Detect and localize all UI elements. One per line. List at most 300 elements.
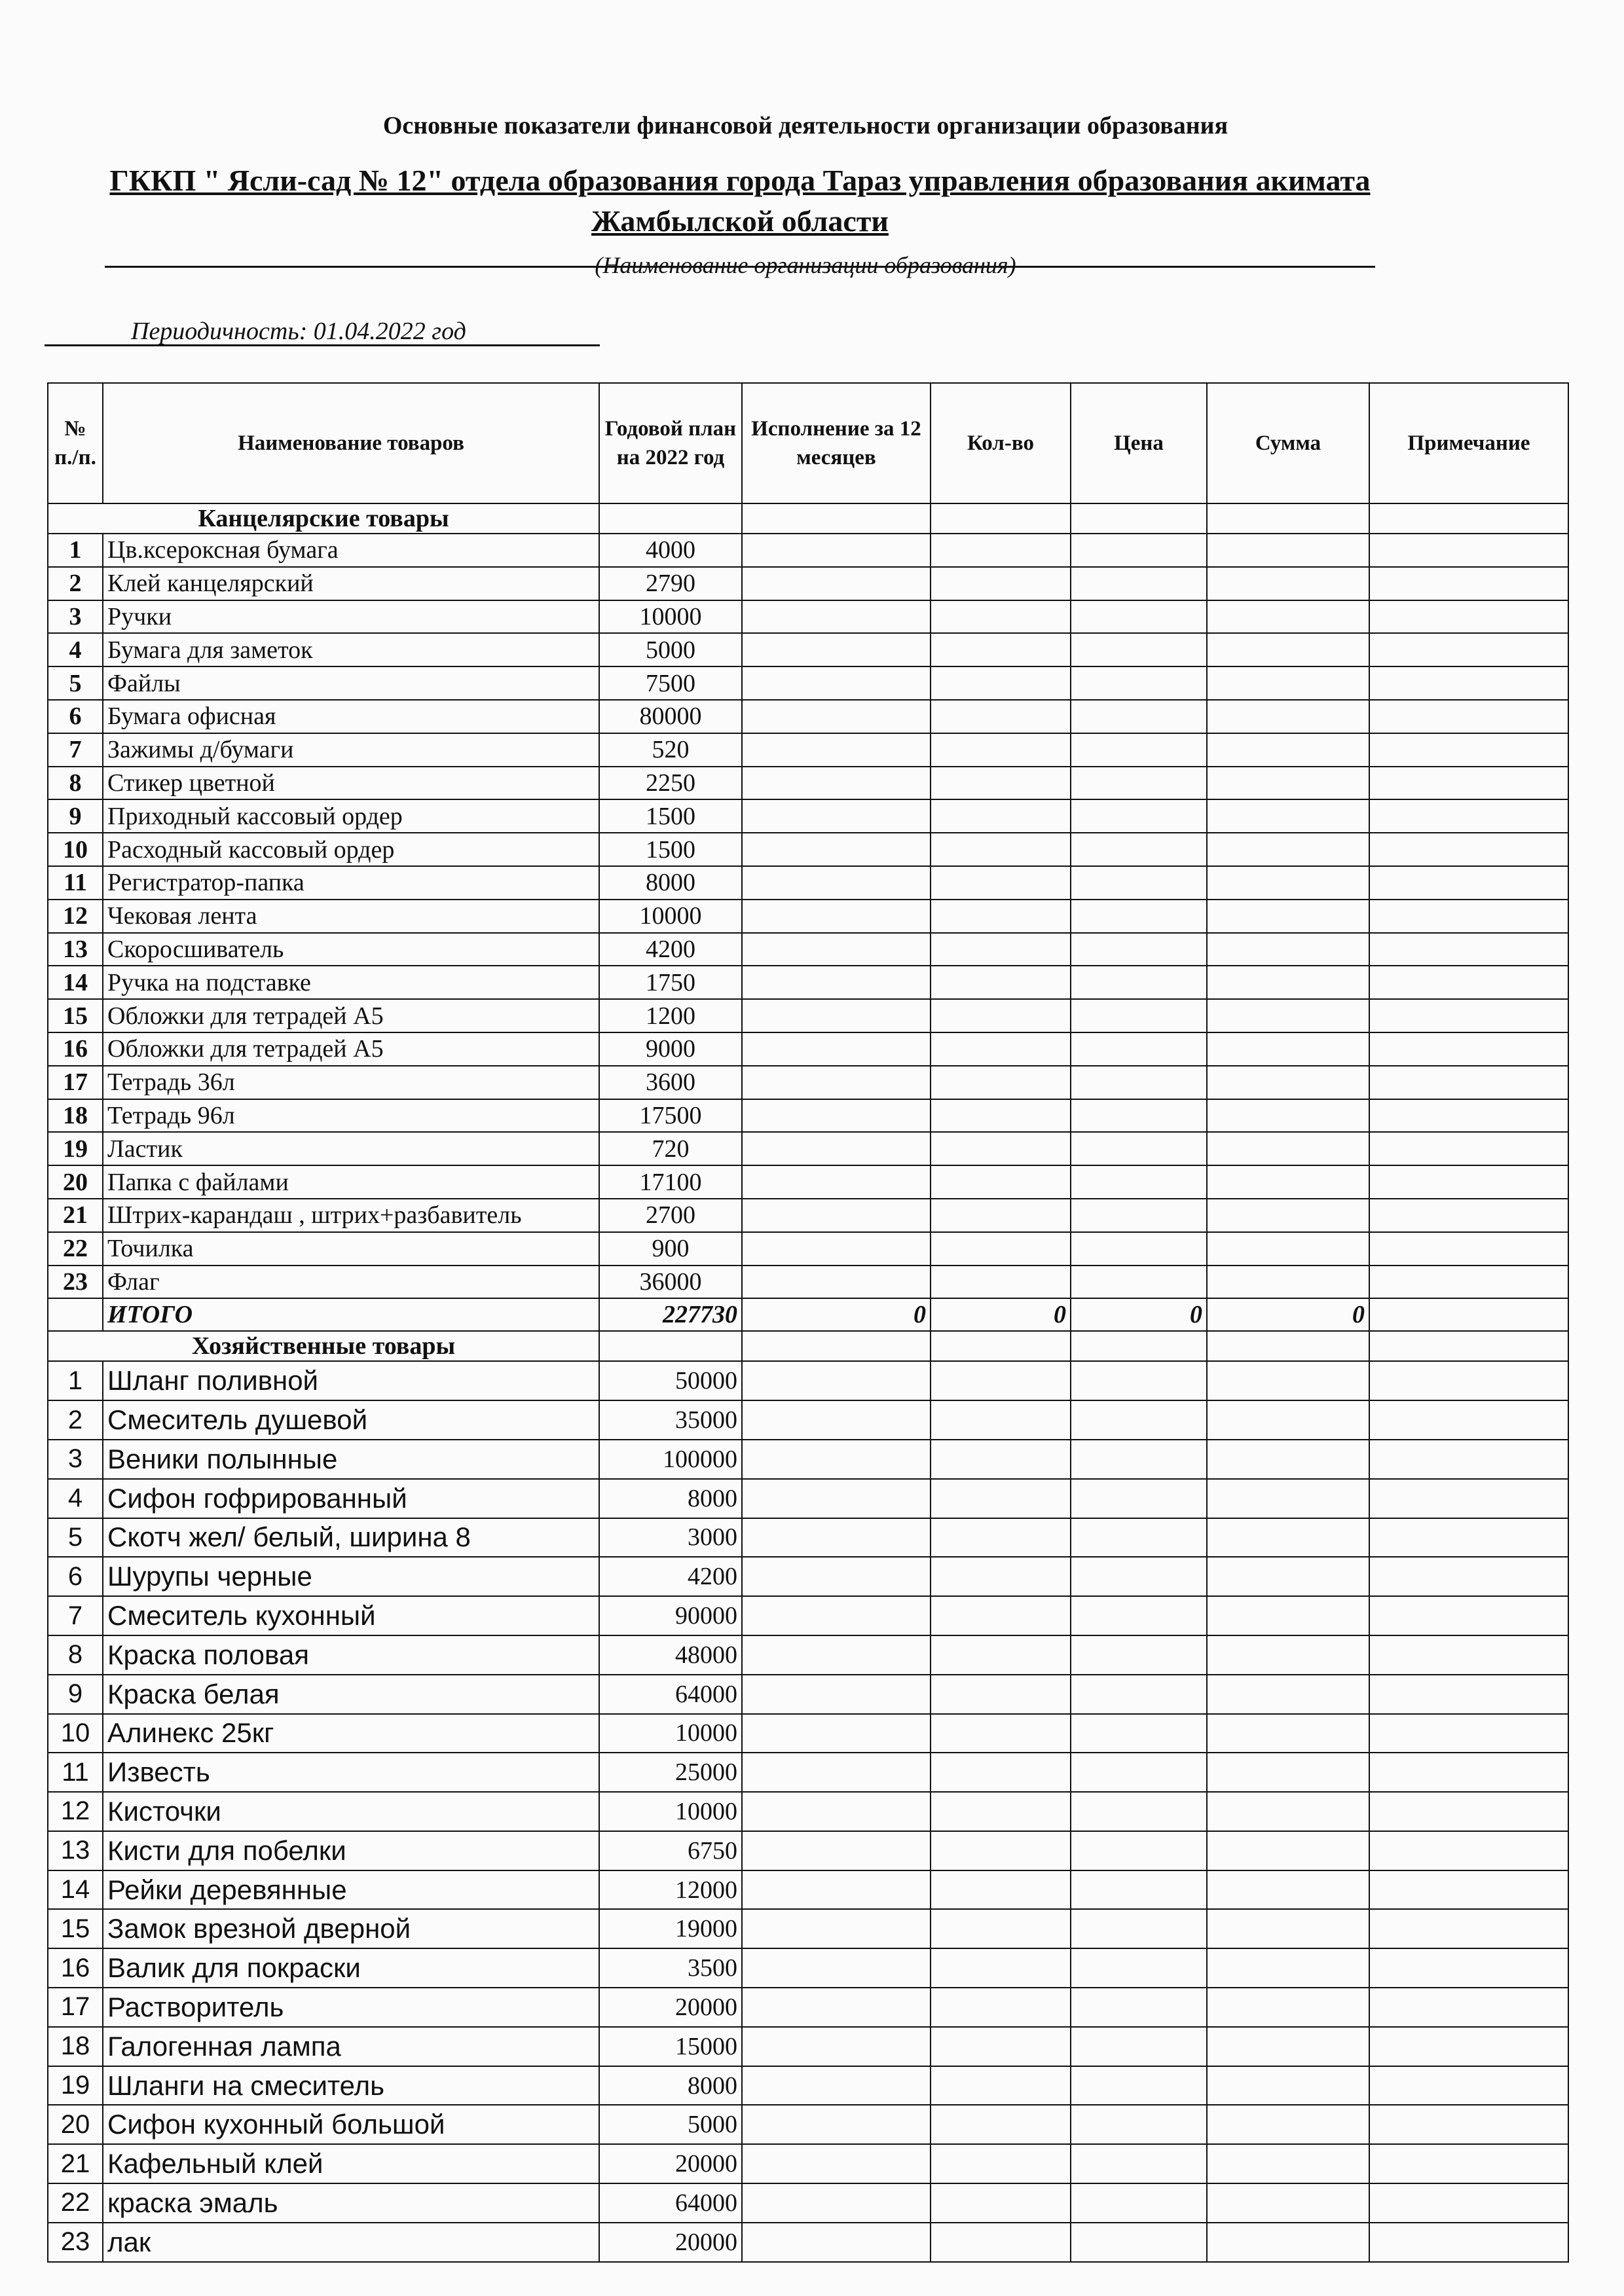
execution-cell — [742, 1988, 931, 2027]
note-cell — [1369, 1066, 1568, 1099]
note-cell — [1369, 2183, 1568, 2223]
execution-cell — [742, 600, 931, 634]
row-number: 1 — [48, 534, 103, 567]
table-body — [48, 503, 1568, 2262]
quantity-cell — [931, 799, 1071, 833]
price-cell — [1071, 1675, 1207, 1714]
annual-plan: 6750 — [599, 1831, 742, 1870]
quantity-cell — [931, 1596, 1071, 1635]
execution-cell — [742, 1066, 931, 1099]
execution-cell — [742, 1400, 931, 1440]
sum-cell — [1207, 1099, 1369, 1133]
note-cell — [1369, 700, 1568, 733]
item-name: Растворитель — [103, 1988, 599, 2027]
row-number: 9 — [48, 799, 103, 833]
price-cell — [1071, 1831, 1207, 1870]
note-cell — [1369, 2066, 1568, 2105]
table-row — [48, 600, 1568, 634]
annual-plan: 1200 — [599, 999, 742, 1032]
row-number: 8 — [48, 767, 103, 800]
execution-cell — [742, 733, 931, 767]
table-row — [48, 2183, 1568, 2223]
table-row — [48, 1479, 1568, 1518]
col-header-note: Примечание — [1369, 383, 1568, 503]
price-cell — [1071, 1714, 1207, 1753]
row-number: 6 — [48, 700, 103, 733]
quantity-cell — [931, 1132, 1071, 1165]
sum-cell — [1207, 1988, 1369, 2027]
note-cell — [1369, 1792, 1568, 1831]
sum-cell — [1207, 1635, 1369, 1675]
annual-plan: 9000 — [599, 1032, 742, 1066]
table-row — [48, 1831, 1568, 1870]
item-name: Ручки — [103, 600, 599, 634]
sum-cell — [1207, 866, 1369, 900]
execution-cell — [742, 1635, 931, 1675]
quantity-cell — [931, 1232, 1071, 1266]
row-number: 13 — [48, 1831, 103, 1870]
row-number: 5 — [48, 666, 103, 700]
sum-cell — [1207, 1440, 1369, 1479]
annual-plan: 4200 — [599, 933, 742, 966]
row-number: 10 — [48, 833, 103, 866]
quantity-cell — [931, 2144, 1071, 2183]
row-number: 16 — [48, 1948, 103, 1988]
col-header-num: № п./п. — [48, 383, 103, 503]
row-number: 3 — [48, 1440, 103, 1479]
table-row — [48, 534, 1568, 567]
annual-plan: 100000 — [599, 1440, 742, 1479]
quantity-cell — [931, 1165, 1071, 1199]
execution-cell — [742, 2066, 931, 2105]
price-cell — [1071, 1361, 1207, 1400]
annual-plan: 35000 — [599, 1400, 742, 1440]
annual-plan: 4200 — [599, 1557, 742, 1596]
row-number: 23 — [48, 1266, 103, 1299]
item-name: Файлы — [103, 666, 599, 700]
price-cell — [1071, 2223, 1207, 2262]
execution-cell — [742, 1032, 931, 1066]
annual-plan: 19000 — [599, 1909, 742, 1948]
item-name: краска эмаль — [103, 2183, 599, 2223]
row-number: 4 — [48, 1479, 103, 1518]
row-number: 15 — [48, 999, 103, 1032]
execution-cell — [742, 1909, 931, 1948]
quantity-cell — [931, 567, 1071, 600]
quantity-cell — [931, 1988, 1071, 2027]
quantity-cell — [931, 733, 1071, 767]
execution-cell — [742, 1266, 931, 1299]
sum-cell — [1207, 933, 1369, 966]
table-row — [48, 2223, 1568, 2262]
table-row — [48, 966, 1568, 999]
note-cell — [1369, 2027, 1568, 2066]
quantity-cell — [931, 2223, 1071, 2262]
price-cell — [1071, 1479, 1207, 1518]
sum-cell — [1207, 1361, 1369, 1400]
total-qty: 0 — [931, 1298, 1071, 1331]
quantity-cell — [931, 833, 1071, 866]
table-row — [48, 2066, 1568, 2105]
execution-cell — [742, 1132, 931, 1165]
organization-name: ГККП " Ясли-сад № 12" отдела образования города Тараз управления образования акимата Жамбылской области — [109, 164, 1371, 238]
execution-cell — [742, 1099, 931, 1133]
sum-cell — [1207, 1792, 1369, 1831]
row-number: 5 — [48, 1518, 103, 1558]
col-header-plan: Годовой план на 2022 год — [599, 383, 742, 503]
table-header-row — [48, 383, 1568, 503]
item-name: Кисточки — [103, 1792, 599, 1831]
price-cell — [1071, 966, 1207, 999]
price-cell — [1071, 1266, 1207, 1299]
note-cell — [1369, 966, 1568, 999]
table-row — [48, 1753, 1568, 1792]
price-cell — [1071, 1596, 1207, 1635]
price-cell — [1071, 567, 1207, 600]
table-row — [48, 1165, 1568, 1199]
price-cell — [1071, 2027, 1207, 2066]
table-row — [48, 1232, 1568, 1266]
item-name: Шурупы черные — [103, 1557, 599, 1596]
sum-cell — [1207, 833, 1369, 866]
quantity-cell — [931, 700, 1071, 733]
annual-plan: 3000 — [599, 1518, 742, 1558]
row-number: 13 — [48, 933, 103, 966]
organization-caption: (Наименование организации образования) — [595, 252, 1016, 278]
price-cell — [1071, 2144, 1207, 2183]
note-cell — [1369, 2144, 1568, 2183]
execution-cell — [742, 2223, 931, 2262]
item-name: Кисти для побелки — [103, 1831, 599, 1870]
item-name: Стикер цветной — [103, 767, 599, 800]
annual-plan: 1500 — [599, 833, 742, 866]
annual-plan: 8000 — [599, 866, 742, 900]
item-name: Галогенная лампа — [103, 2027, 599, 2066]
row-number: 2 — [48, 567, 103, 600]
table-row — [48, 900, 1568, 933]
item-name: Расходный кассовый ордер — [103, 833, 599, 866]
sum-cell — [1207, 1870, 1369, 1910]
item-name: Скоросшиватель — [103, 933, 599, 966]
note-cell — [1369, 1440, 1568, 1479]
table-row — [48, 1714, 1568, 1753]
item-name: Штрих-карандаш , штрих+разбавитель — [103, 1199, 599, 1232]
execution-cell — [742, 633, 931, 666]
execution-cell — [742, 1479, 931, 1518]
note-cell — [1369, 866, 1568, 900]
section-header-row — [48, 1331, 1568, 1361]
annual-plan: 20000 — [599, 1988, 742, 2027]
price-cell — [1071, 2183, 1207, 2223]
annual-plan: 25000 — [599, 1753, 742, 1792]
quantity-cell — [931, 1361, 1071, 1400]
col-header-qty: Кол-во — [931, 383, 1071, 503]
row-number: 6 — [48, 1557, 103, 1596]
sum-cell — [1207, 1400, 1369, 1440]
table-row — [48, 1132, 1568, 1165]
execution-cell — [742, 1870, 931, 1910]
note-cell — [1369, 666, 1568, 700]
row-number: 20 — [48, 2105, 103, 2144]
item-name: Цв.ксероксная бумага — [103, 534, 599, 567]
item-name: Шланг поливной — [103, 1361, 599, 1400]
item-name: Обложки для тетрадей А5 — [103, 999, 599, 1032]
sum-cell — [1207, 1596, 1369, 1635]
annual-plan: 10000 — [599, 900, 742, 933]
sum-cell — [1207, 1948, 1369, 1988]
price-cell — [1071, 1988, 1207, 2027]
price-cell — [1071, 666, 1207, 700]
report-title: Основные показатели финансовой деятельности организации образования — [382, 112, 1228, 139]
note-cell — [1369, 1032, 1568, 1066]
quantity-cell — [931, 2027, 1071, 2066]
quantity-cell — [931, 666, 1071, 700]
annual-plan: 15000 — [599, 2027, 742, 2066]
sum-cell — [1207, 534, 1369, 567]
note-cell — [1369, 1870, 1568, 1910]
note-cell — [1369, 767, 1568, 800]
execution-cell — [742, 1792, 931, 1831]
annual-plan: 1500 — [599, 799, 742, 833]
execution-cell — [742, 1361, 931, 1400]
note-cell — [1369, 799, 1568, 833]
row-number: 11 — [48, 866, 103, 900]
price-cell — [1071, 1066, 1207, 1099]
note-cell — [1369, 2105, 1568, 2144]
execution-cell — [742, 2027, 931, 2066]
item-name: Бумага для заметок — [103, 633, 599, 666]
note-cell — [1369, 600, 1568, 634]
annual-plan: 20000 — [599, 2144, 742, 2183]
price-cell — [1071, 1440, 1207, 1479]
annual-plan: 48000 — [599, 1635, 742, 1675]
row-number: 7 — [48, 733, 103, 767]
item-name: Точилка — [103, 1232, 599, 1266]
item-name: Тетрадь 36л — [103, 1066, 599, 1099]
execution-cell — [742, 767, 931, 800]
sum-cell — [1207, 567, 1369, 600]
note-cell — [1369, 1831, 1568, 1870]
price-cell — [1071, 1232, 1207, 1266]
note-cell — [1369, 1479, 1568, 1518]
item-name: Смеситель кухонный — [103, 1596, 599, 1635]
execution-cell — [742, 866, 931, 900]
execution-cell — [742, 1596, 931, 1635]
quantity-cell — [931, 1635, 1071, 1675]
execution-cell — [742, 2183, 931, 2223]
quantity-cell — [931, 2066, 1071, 2105]
price-cell — [1071, 933, 1207, 966]
note-cell — [1369, 1400, 1568, 1440]
period-label: Периодичность: 01.04.2022 год — [131, 318, 466, 345]
annual-plan: 90000 — [599, 1596, 742, 1635]
note-cell — [1369, 1675, 1568, 1714]
sum-cell — [1207, 1714, 1369, 1753]
table-row — [48, 1440, 1568, 1479]
quantity-cell — [931, 1099, 1071, 1133]
price-cell — [1071, 1099, 1207, 1133]
table-row — [48, 700, 1568, 733]
table-row — [48, 733, 1568, 767]
price-cell — [1071, 866, 1207, 900]
note-cell — [1369, 534, 1568, 567]
total-price: 0 — [1071, 1298, 1207, 1331]
price-cell — [1071, 1518, 1207, 1558]
annual-plan: 10000 — [599, 1714, 742, 1753]
quantity-cell — [931, 1400, 1071, 1440]
sum-cell — [1207, 666, 1369, 700]
annual-plan: 7500 — [599, 666, 742, 700]
execution-cell — [742, 999, 931, 1032]
execution-cell — [742, 700, 931, 733]
note-cell — [1369, 1099, 1568, 1133]
goods-table — [47, 382, 1569, 2263]
annual-plan: 5000 — [599, 2105, 742, 2144]
note-cell — [1369, 1232, 1568, 1266]
row-number: 10 — [48, 1714, 103, 1753]
execution-cell — [742, 1165, 931, 1199]
sum-cell — [1207, 1675, 1369, 1714]
section-title-household: Хозяйственные товары — [48, 1331, 599, 1361]
quantity-cell — [931, 933, 1071, 966]
sum-cell — [1207, 1165, 1369, 1199]
row-number: 18 — [48, 1099, 103, 1133]
item-name: Шланги на смеситель — [103, 2066, 599, 2105]
execution-cell — [742, 1753, 931, 1792]
price-cell — [1071, 1635, 1207, 1675]
price-cell — [1071, 1870, 1207, 1910]
table-row — [48, 1518, 1568, 1558]
quantity-cell — [931, 1032, 1071, 1066]
table-row — [48, 1988, 1568, 2027]
row-number: 12 — [48, 1792, 103, 1831]
item-name: Алинекс 25кг — [103, 1714, 599, 1753]
item-name: Чековая лента — [103, 900, 599, 933]
row-number: 7 — [48, 1596, 103, 1635]
period-underline — [45, 344, 600, 346]
sum-cell — [1207, 1479, 1369, 1518]
note-cell — [1369, 1557, 1568, 1596]
annual-plan: 4000 — [599, 534, 742, 567]
annual-plan: 64000 — [599, 2183, 742, 2223]
annual-plan: 10000 — [599, 1792, 742, 1831]
execution-cell — [742, 2105, 931, 2144]
annual-plan: 36000 — [599, 1266, 742, 1299]
sum-cell — [1207, 1032, 1369, 1066]
execution-cell — [742, 900, 931, 933]
row-number: 21 — [48, 2144, 103, 2183]
item-name: Валик для покраски — [103, 1948, 599, 1988]
annual-plan: 8000 — [599, 1479, 742, 1518]
quantity-cell — [931, 1675, 1071, 1714]
quantity-cell — [931, 1831, 1071, 1870]
quantity-cell — [931, 2105, 1071, 2144]
item-name: Веники полынные — [103, 1440, 599, 1479]
total-row — [48, 1298, 1568, 1331]
quantity-cell — [931, 1440, 1071, 1479]
table-row — [48, 1792, 1568, 1831]
item-name: лак — [103, 2223, 599, 2262]
quantity-cell — [931, 900, 1071, 933]
table-row — [48, 933, 1568, 966]
execution-cell — [742, 799, 931, 833]
quantity-cell — [931, 999, 1071, 1032]
sum-cell — [1207, 700, 1369, 733]
row-number: 8 — [48, 1635, 103, 1675]
note-cell — [1369, 1596, 1568, 1635]
annual-plan: 900 — [599, 1232, 742, 1266]
total-label: ИТОГО — [103, 1298, 599, 1331]
sum-cell — [1207, 2066, 1369, 2105]
annual-plan: 1750 — [599, 966, 742, 999]
sum-cell — [1207, 1753, 1369, 1792]
table-row — [48, 799, 1568, 833]
quantity-cell — [931, 1714, 1071, 1753]
quantity-cell — [931, 534, 1071, 567]
annual-plan: 17500 — [599, 1099, 742, 1133]
note-cell — [1369, 1199, 1568, 1232]
annual-plan: 3500 — [599, 1948, 742, 1988]
quantity-cell — [931, 2183, 1071, 2223]
sum-cell — [1207, 999, 1369, 1032]
table-row — [48, 2144, 1568, 2183]
table-row — [48, 1909, 1568, 1948]
quantity-cell — [931, 1909, 1071, 1948]
table-row — [48, 866, 1568, 900]
annual-plan: 720 — [599, 1132, 742, 1165]
sum-cell — [1207, 1518, 1369, 1558]
execution-cell — [742, 1831, 931, 1870]
quantity-cell — [931, 1199, 1071, 1232]
item-name: Тетрадь 96л — [103, 1099, 599, 1133]
col-header-sum: Сумма — [1207, 383, 1369, 503]
table-row — [48, 1199, 1568, 1232]
note-cell — [1369, 1266, 1568, 1299]
quantity-cell — [931, 866, 1071, 900]
row-number: 4 — [48, 633, 103, 666]
note-cell — [1369, 1361, 1568, 1400]
quantity-cell — [931, 1948, 1071, 1988]
note-cell — [1369, 633, 1568, 666]
row-number: 23 — [48, 2223, 103, 2262]
note-cell — [1369, 1635, 1568, 1675]
execution-cell — [742, 1948, 931, 1988]
price-cell — [1071, 1165, 1207, 1199]
col-header-name: Наименование товаров — [103, 383, 599, 503]
item-name: Ластик — [103, 1132, 599, 1165]
note-cell — [1369, 1132, 1568, 1165]
quantity-cell — [931, 1753, 1071, 1792]
item-name: Известь — [103, 1753, 599, 1792]
note-cell — [1369, 900, 1568, 933]
row-number: 2 — [48, 1400, 103, 1440]
item-name: Приходный кассовый ордер — [103, 799, 599, 833]
note-cell — [1369, 1909, 1568, 1948]
section-title-stationery: Канцелярские товары — [48, 503, 599, 534]
execution-cell — [742, 1557, 931, 1596]
note-cell — [1369, 567, 1568, 600]
execution-cell — [742, 1440, 931, 1479]
sum-cell — [1207, 2144, 1369, 2183]
quantity-cell — [931, 1479, 1071, 1518]
annual-plan: 3600 — [599, 1066, 742, 1099]
price-cell — [1071, 799, 1207, 833]
table-row — [48, 1400, 1568, 1440]
execution-cell — [742, 666, 931, 700]
row-number: 15 — [48, 1909, 103, 1948]
item-name: Сифон гофрированный — [103, 1479, 599, 1518]
sum-cell — [1207, 2223, 1369, 2262]
